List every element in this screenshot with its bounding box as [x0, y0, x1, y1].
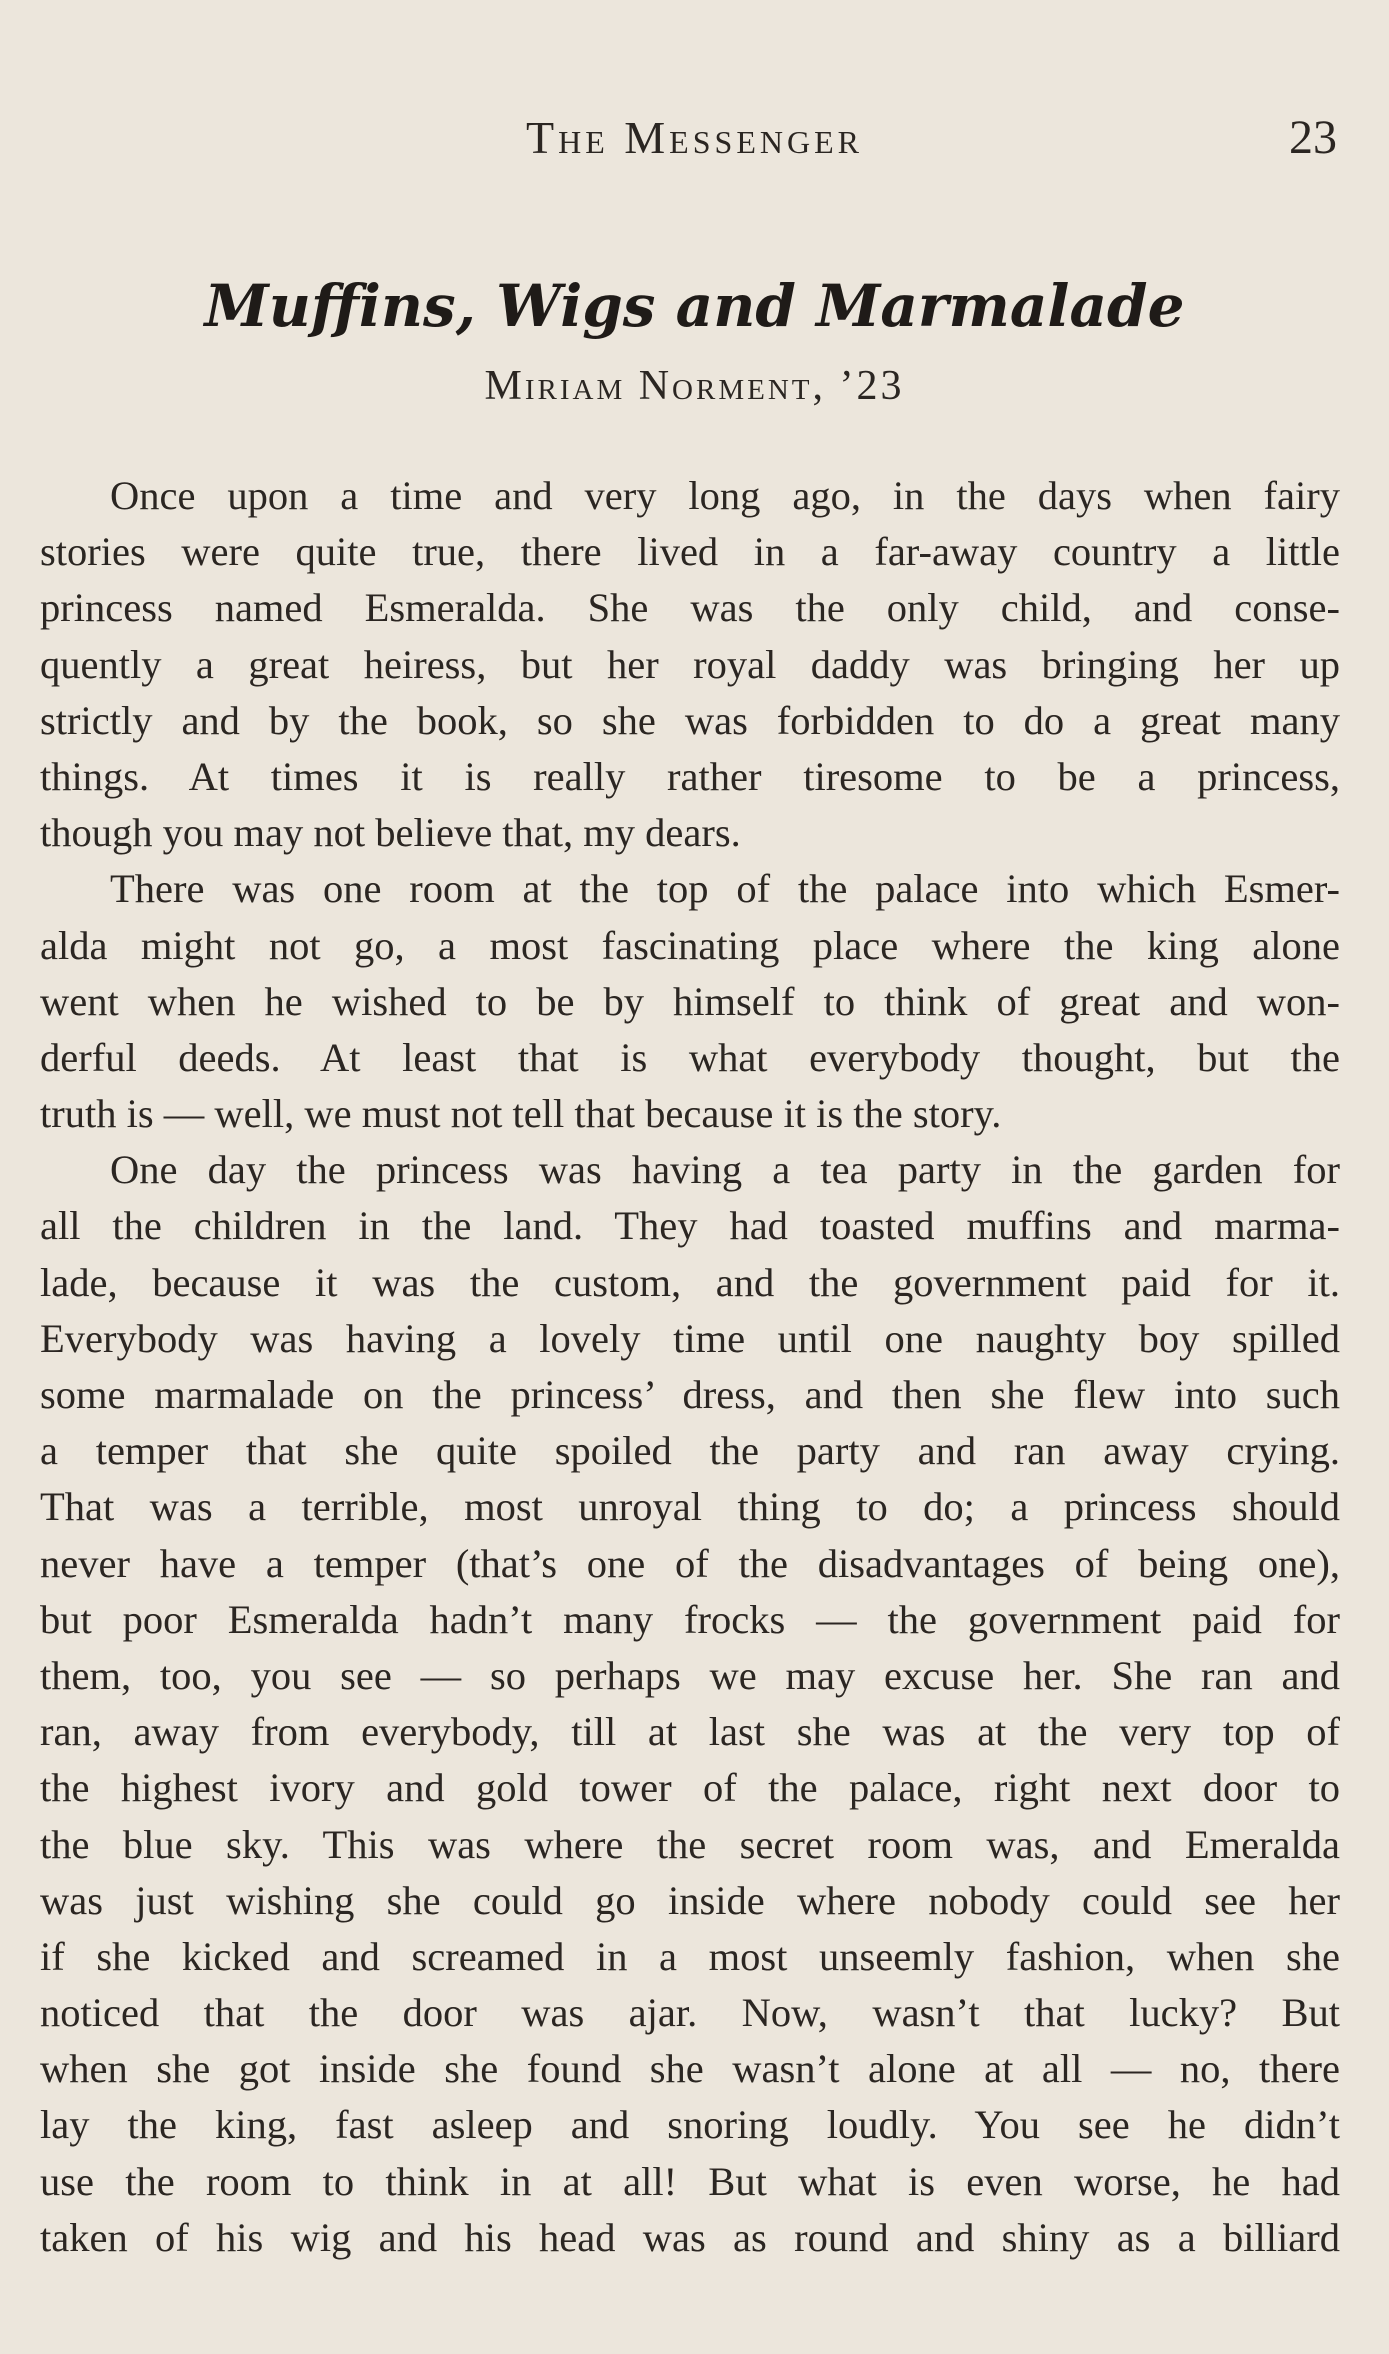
text-line: There was one room at the top of the palace into which Esmer-: [110, 866, 1340, 912]
text-line: them, too, you see — so perhaps we may excuse her. She ran and: [40, 1652, 1340, 1698]
text-line: but poor Esmeralda hadn’t many frocks — the government paid for: [40, 1596, 1340, 1642]
text-line: the blue sky. This was where the secret room was, and Emeralda: [40, 1821, 1340, 1867]
text-line: was just wishing she could go inside where nobody could see her: [40, 1877, 1340, 1923]
text-line: lade, because it was the custom, and the government paid for it.: [40, 1259, 1340, 1305]
text-line: all the children in the land. They had toasted muffins and marma-: [40, 1203, 1340, 1249]
text-line: stories were quite true, there lived in a far-away country a little: [40, 529, 1340, 575]
text-line: some marmalade on the princess’ dress, and then she flew into such: [40, 1372, 1340, 1417]
text-line: Everybody was having a lovely time until one naughty boy spilled: [40, 1315, 1340, 1361]
text-line: if she kicked and screamed in a most unseemly fashion, when she: [40, 1933, 1340, 1979]
text-line: never have a temper (that’s one of the disadvantages of being one),: [40, 1540, 1340, 1586]
text-line: went when he wished to be by himself to think of great and won-: [40, 978, 1340, 1024]
text-line: taken of his wig and his head was as round and shiny as a billiard: [40, 2214, 1340, 2260]
text-line: alda might not go, a most fascinating place where the king alone: [40, 922, 1340, 968]
running-head: [0, 108, 1389, 168]
text-line: noticed that the door was ajar. Now, wasn’t that lucky? But: [40, 1990, 1340, 2036]
text-line: ran, away from everybody, till at last she was at the very top of: [40, 1709, 1340, 1755]
text-line: the highest ivory and gold tower of the palace, right next door to: [40, 1765, 1340, 1811]
text-line: though you may not believe that, my dears.: [40, 810, 741, 856]
text-line: a temper that she quite spoiled the party and ran away crying.: [40, 1428, 1340, 1474]
text-line: things. At times it is really rather tiresome to be a princess,: [40, 753, 1340, 799]
text-line: princess named Esmeralda. She was the only child, and conse-: [40, 585, 1340, 631]
running-title: The Messenger: [526, 112, 863, 163]
text-line: lay the king, fast asleep and snoring loudly. You see he didn’t: [40, 2102, 1340, 2148]
text-line: That was a terrible, most unroyal thing to do; a princess should: [40, 1484, 1340, 1530]
text-line: quently a great heiress, but her royal daddy was bringing her up: [40, 641, 1340, 687]
text-line: derful deeds. At least that is what everybody thought, but the: [40, 1034, 1340, 1080]
body-text: [40, 468, 1340, 2266]
page-number: 23: [1289, 111, 1337, 164]
text-line: truth is — well, we must not tell that because it is the story.: [40, 1091, 1002, 1137]
text-line: strictly and by the book, so she was forbidden to do a great many: [40, 697, 1340, 743]
text-line: use the room to think in at all! But what is even worse, he had: [40, 2158, 1340, 2204]
text-line: Once upon a time and very long ago, in the days when fairy: [110, 473, 1340, 518]
article-title: Muffins, Wigs and Marmalade: [204, 272, 1185, 340]
text-line: when she got inside she found she wasn’t alone at all — no, there: [40, 2046, 1340, 2092]
byline: Miriam Norment, ’23: [484, 363, 905, 409]
text-line: One day the princess was having a tea party in the garden for: [110, 1147, 1340, 1193]
